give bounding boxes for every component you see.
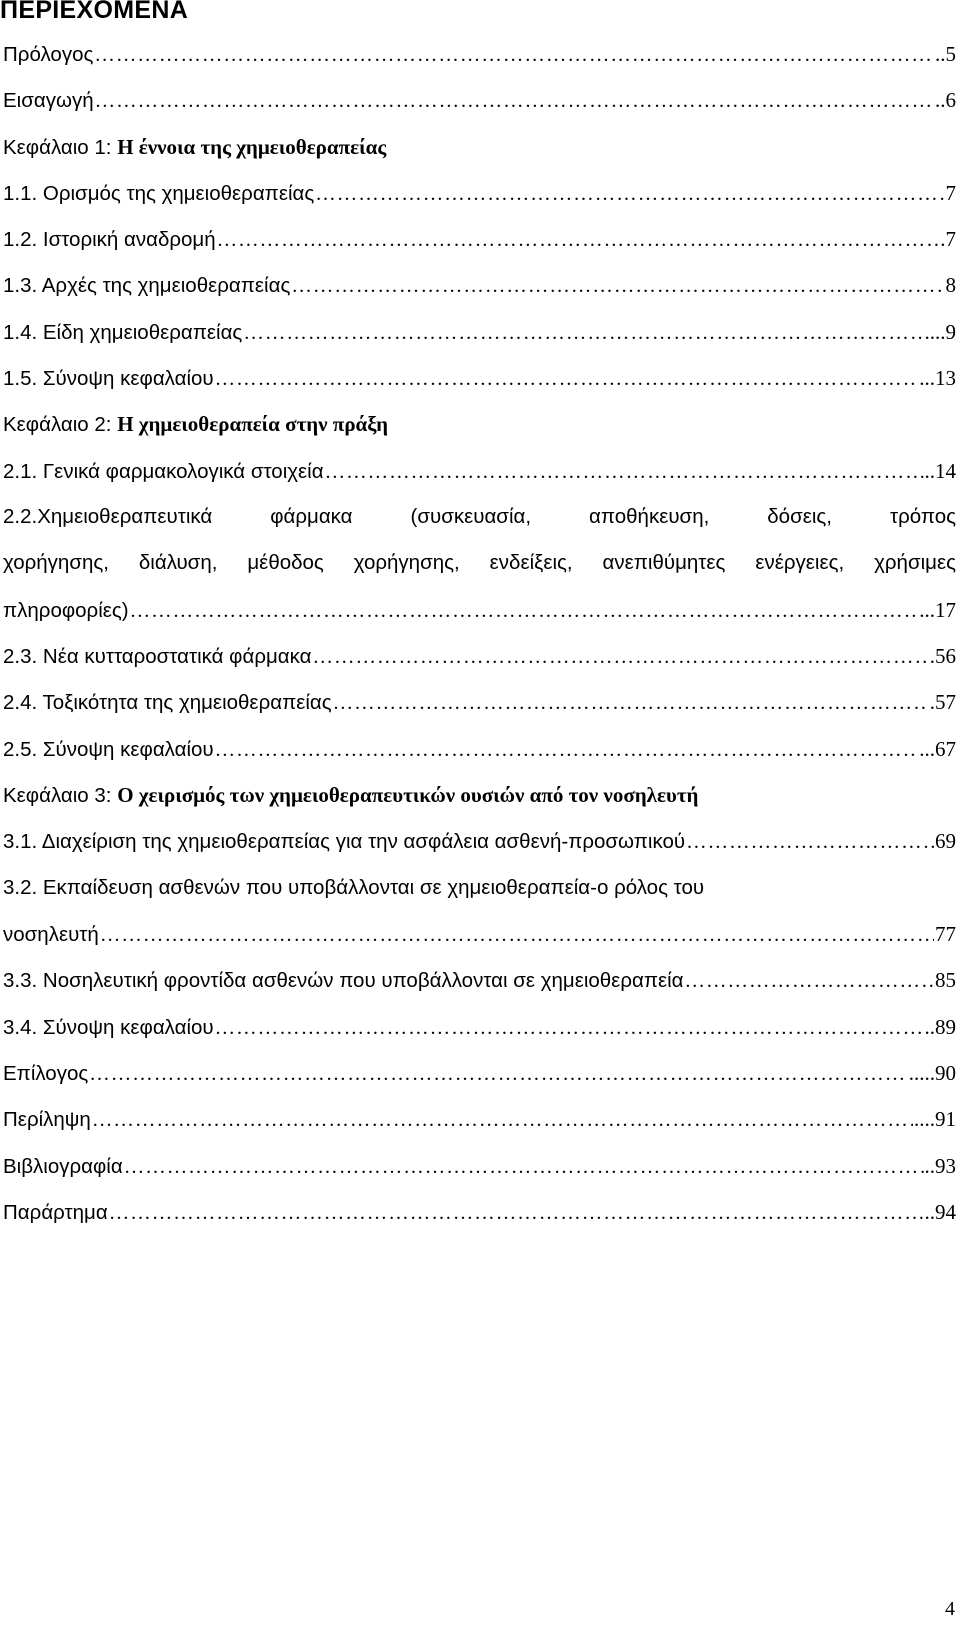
- toc-entry-label: 1.5. Σύνοψη κεφαλαίου: [3, 367, 214, 390]
- page-title: ΠΕΡΙΕΧΟΜΕΝΑ: [0, 0, 189, 24]
- toc-entry-label: νοσηλευτή: [3, 923, 99, 946]
- toc-entry-label: 1.1. Ορισμός της χημειοθεραπείας: [3, 182, 315, 205]
- chapter-prefix: Κεφάλαιο 3:: [3, 784, 118, 807]
- dot-leader: [95, 78, 934, 124]
- dot-leader: [100, 912, 934, 958]
- dot-leader: [315, 171, 944, 217]
- toc-entry-label: 3.4. Σύνοψη κεφαλαίου: [3, 1016, 214, 1039]
- dot-leader: [215, 727, 919, 773]
- toc-entry-introduction[interactable]: [3, 77, 956, 123]
- dot-leader: [325, 449, 924, 495]
- toc-entry-page: ...67: [919, 737, 956, 761]
- dot-leader: [109, 1190, 924, 1236]
- toc-entry-label: 2.3. Νέα κυτταροστατικά φάρμακα: [3, 645, 312, 668]
- chapter-prefix: Κεφάλαιο 2:: [3, 413, 118, 436]
- toc-entry-page: ..6: [935, 88, 956, 112]
- toc-entry-label: 2.5. Σύνοψη κεφαλαίου: [3, 738, 214, 761]
- dot-leader: [313, 634, 929, 680]
- dot-leader: [243, 310, 923, 356]
- toc-entry-label: 1.2. Ιστορική αναδρομή: [3, 228, 216, 251]
- toc-entry-1-1[interactable]: [3, 170, 956, 216]
- dot-leader: [124, 1144, 924, 1190]
- toc-entry-page: .7: [940, 227, 956, 251]
- toc-entry-page: 85: [935, 968, 956, 992]
- toc-chapter-3[interactable]: [3, 772, 956, 818]
- toc-entry-3-1[interactable]: [3, 818, 956, 864]
- toc-entry-3-2-line2[interactable]: [3, 911, 956, 957]
- toc-entry-page: ..93: [924, 1154, 956, 1178]
- toc-chapter-1[interactable]: [3, 124, 956, 170]
- toc-entry-1-2[interactable]: [3, 216, 956, 262]
- toc-entry-2-4[interactable]: [3, 679, 956, 725]
- page-number: 4: [945, 1598, 955, 1620]
- chapter-title: Ο χειρισμός των χημειοθεραπευτικών ουσιών από τον νοσηλευτή: [117, 783, 699, 807]
- toc-entry-1-4[interactable]: [3, 309, 956, 355]
- toc-chapter-label: [3, 124, 386, 171]
- dot-leader: [686, 819, 934, 865]
- toc-entry-2-2-line2[interactable]: χορήγησης, διάλυση, μέθοδος χορήγησης, ενδείξεις, ανεπιθύμητες ενέργειες, χρήσιμες: [3, 551, 956, 574]
- dot-leader: [89, 1051, 908, 1097]
- dot-leader: [685, 958, 934, 1004]
- toc-entry-page: .....90: [908, 1061, 956, 1085]
- toc-entry-page: .56: [929, 644, 956, 668]
- dot-leader: [94, 32, 934, 78]
- toc-entry-page: 7: [945, 181, 956, 205]
- toc-chapter-label: [3, 772, 698, 819]
- chapter-title: Η χημειοθεραπεία στην πράξη: [117, 412, 389, 436]
- toc-entry-label: πληροφορίες): [3, 599, 129, 622]
- toc-entry-label: 3.3. Νοσηλευτική φροντίδα ασθενών που υποβάλλονται σε χημειοθεραπεία: [3, 969, 684, 992]
- toc-entry-summary[interactable]: [3, 1096, 956, 1142]
- toc-entry-page: ..14: [924, 459, 956, 483]
- toc-entry-page: ..94: [924, 1200, 956, 1224]
- dot-leader: [333, 680, 929, 726]
- toc-entry-2-2-line1[interactable]: 2.2.Χημειοθεραπευτικά φάρμακα (συσκευασία, αποθήκευση, δόσεις, τρόπος: [3, 505, 956, 528]
- toc-entry-label: Επίλογος: [3, 1062, 89, 1085]
- toc-entry-3-2-line1[interactable]: [3, 865, 956, 911]
- toc-entry-3-4[interactable]: [3, 1004, 956, 1050]
- toc-chapter-2[interactable]: [3, 401, 956, 447]
- toc-entry-page: ...13: [919, 366, 956, 390]
- toc-entry-page: 8: [945, 273, 956, 297]
- toc-entry-prologue[interactable]: [3, 31, 956, 77]
- toc-entry-2-5[interactable]: [3, 726, 956, 772]
- toc-entry-3-3[interactable]: [3, 957, 956, 1003]
- dot-leader: [217, 217, 940, 263]
- toc-entry-page: ...17: [919, 598, 956, 622]
- toc-entry-label: Εισαγωγή: [3, 89, 94, 112]
- chapter-prefix: Κεφάλαιο 1:: [3, 136, 118, 159]
- toc-chapter-label: [3, 401, 388, 448]
- toc-entry-label: 3.2. Εκπαίδευση ασθενών που υποβάλλονται σε χημειοθεραπεία-ο ρόλος του: [3, 876, 705, 899]
- toc-entry-label: 1.4. Είδη χημειοθεραπείας: [3, 321, 243, 344]
- dot-leader: [215, 1005, 924, 1051]
- toc-entry-page: 69: [935, 829, 956, 853]
- toc-entry-page: .57: [929, 690, 956, 714]
- toc-entry-label: 2.1. Γενικά φαρμακολογικά στοιχεία: [3, 460, 324, 483]
- chapter-title: Η έννοια της χημειοθεραπείας: [117, 135, 387, 159]
- toc-entry-page: ....91: [914, 1107, 956, 1131]
- toc-entry-2-3[interactable]: [3, 633, 956, 679]
- toc-entry-label: Πρόλογος: [3, 43, 94, 66]
- toc-entry-page: ....9: [924, 320, 956, 344]
- toc-entry-page: 77: [935, 922, 956, 946]
- toc-entry-2-1[interactable]: [3, 448, 956, 494]
- toc-entry-label: Περίληψη: [3, 1108, 91, 1131]
- toc-entry-2-2-line3[interactable]: [3, 587, 956, 633]
- toc-entry-1-3[interactable]: [3, 262, 956, 308]
- toc-entry-page: ..5: [935, 42, 956, 66]
- dot-leader: [291, 263, 944, 309]
- dot-leader: [130, 588, 919, 634]
- toc-entry-label: Βιβλιογραφία: [3, 1155, 123, 1178]
- toc-entry-label: Παράρτημα: [3, 1201, 108, 1224]
- toc-entry-page: ..89: [924, 1015, 956, 1039]
- toc-entry-bibliography[interactable]: [3, 1143, 956, 1189]
- dot-leader: [92, 1097, 913, 1143]
- toc-entry-label: 1.3. Αρχές της χημειοθεραπείας: [3, 274, 291, 297]
- toc-entry-label: 3.1. Διαχείριση της χημειοθεραπείας για την ασφάλεια ασθενή-προσωπικού: [3, 830, 686, 853]
- dot-leader: [215, 356, 919, 402]
- toc-entry-label: 2.4. Τοξικότητα της χημειοθεραπείας: [3, 691, 332, 714]
- toc-entry-appendix[interactable]: [3, 1189, 956, 1235]
- toc-entry-1-5[interactable]: [3, 355, 956, 401]
- toc-entry-epilogue[interactable]: [3, 1050, 956, 1096]
